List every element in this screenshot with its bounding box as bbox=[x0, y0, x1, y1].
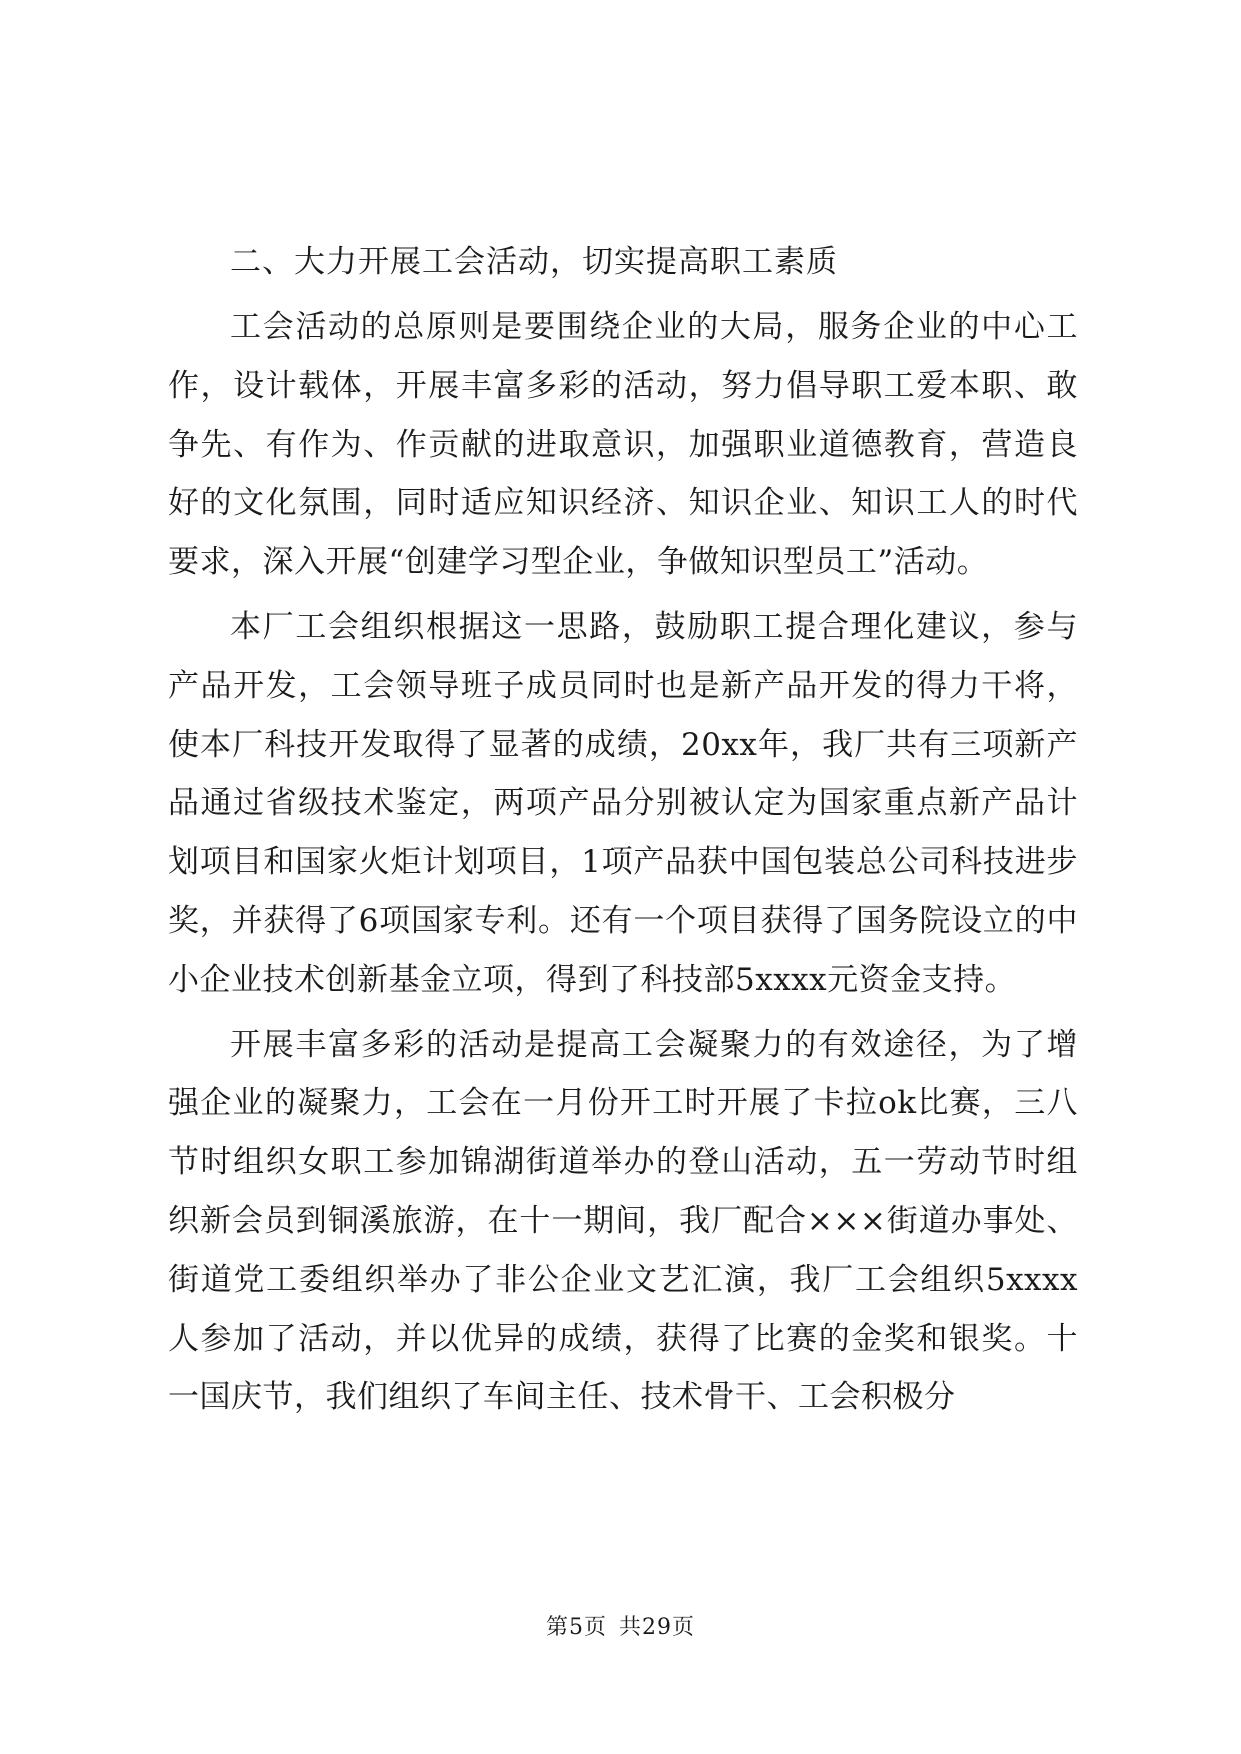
page-footer bbox=[0, 1610, 1241, 1641]
paragraph-achievements: 本厂工会组织根据这一思路，鼓励职工提合理化建议，参与产品开发，工会领导班子成员同时也是新产品开发的得力干将，使本厂科技开发取得了显著的成绩，20xx年，我厂共有三项新产品通过省级技术鉴定，两项产品分别被认定为国家重点新产品计划项目和国家火炬计划项目，1项产品获中国包装总公司科技进步奖，并获得了6项国家专利。还有一个项目获得了国务院设立的中小企业技术创新基金立项，得到了科技部5xxxx元资金支持。 bbox=[168, 608, 1078, 998]
page-total: 共29页 bbox=[619, 1615, 695, 1640]
paragraph-principle: 工会活动的总原则是要围绕企业的大局，服务企业的中心工作，设计载体，开展丰富多彩的活动，努力倡导职工爱本职、敢争先、有作为、作贡献的进取意识，加强职业道德教育，营造良好的文化氛围，同时适应知识经济、知识企业、知识工人的时代要求，深入开展“创建学习型企业，争做知识型员工”活动。 bbox=[168, 309, 1078, 581]
page-number: 第5页 bbox=[546, 1615, 607, 1640]
document-body bbox=[168, 232, 1078, 1427]
section-heading: 二、大力开展工会活动，切实提高职工素质 bbox=[230, 244, 838, 280]
paragraph-activities: 开展丰富多彩的活动是提高工会凝聚力的有效途径，为了增强企业的凝聚力，工会在一月份开工时开展了卡拉ok比赛，三八节时组织女职工参加锦湖街道举办的登山活动，五一劳动节时组织新会员到铜溪旅游，在十一期间，我厂配合×××街道办事处、街道党工委组织举办了非公企业文艺汇演，我厂工会组织5xxxx人参加了活动，并以优异的成绩，获得了比赛的金奖和银奖。十一国庆节，我们组织了车间主任、技术骨干、工会积极分 bbox=[168, 1026, 1078, 1416]
